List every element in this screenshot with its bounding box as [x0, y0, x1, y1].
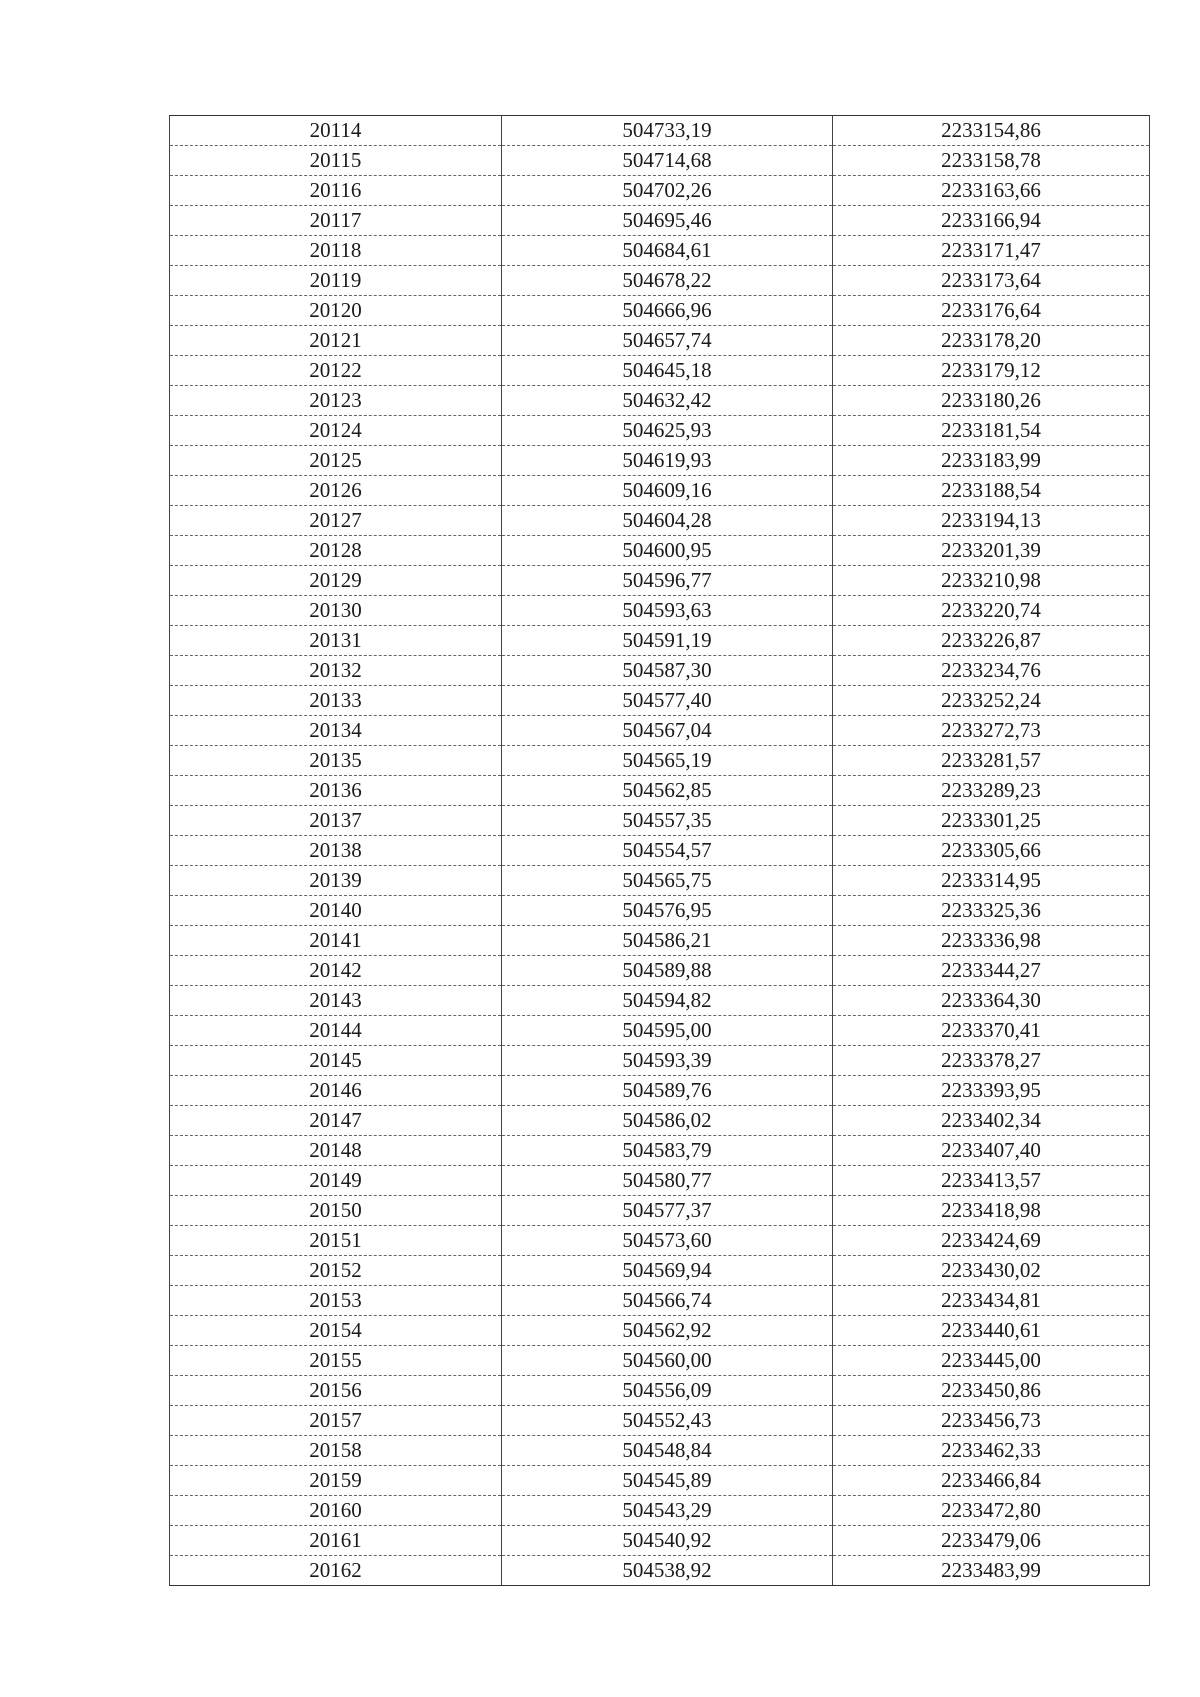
point-number-cell: 20146 [170, 1076, 502, 1106]
x-coordinate-cell: 504609,16 [502, 476, 833, 506]
table-row [170, 266, 1150, 296]
y-coordinate-cell: 2233301,25 [833, 806, 1150, 836]
coordinates-table [169, 115, 1150, 1586]
table-row [170, 176, 1150, 206]
y-coordinate-cell: 2233430,02 [833, 1256, 1150, 1286]
x-coordinate-cell: 504684,61 [502, 236, 833, 266]
table-row [170, 1376, 1150, 1406]
y-coordinate-cell: 2233402,34 [833, 1106, 1150, 1136]
x-coordinate-cell: 504554,57 [502, 836, 833, 866]
y-coordinate-cell: 2233252,24 [833, 686, 1150, 716]
x-coordinate-cell: 504577,40 [502, 686, 833, 716]
table-row [170, 1286, 1150, 1316]
coordinates-table-body [170, 116, 1150, 1586]
y-coordinate-cell: 2233220,74 [833, 596, 1150, 626]
point-number-cell: 20158 [170, 1436, 502, 1466]
table-row [170, 656, 1150, 686]
x-coordinate-cell: 504587,30 [502, 656, 833, 686]
point-number-cell: 20123 [170, 386, 502, 416]
point-number-cell: 20129 [170, 566, 502, 596]
x-coordinate-cell: 504632,42 [502, 386, 833, 416]
y-coordinate-cell: 2233424,69 [833, 1226, 1150, 1256]
point-number-cell: 20122 [170, 356, 502, 386]
table-row [170, 326, 1150, 356]
y-coordinate-cell: 2233370,41 [833, 1016, 1150, 1046]
point-number-cell: 20125 [170, 446, 502, 476]
y-coordinate-cell: 2233201,39 [833, 536, 1150, 566]
table-row [170, 1436, 1150, 1466]
table-row [170, 446, 1150, 476]
x-coordinate-cell: 504566,74 [502, 1286, 833, 1316]
table-row [170, 836, 1150, 866]
point-number-cell: 20135 [170, 746, 502, 776]
point-number-cell: 20162 [170, 1556, 502, 1586]
y-coordinate-cell: 2233166,94 [833, 206, 1150, 236]
y-coordinate-cell: 2233171,47 [833, 236, 1150, 266]
point-number-cell: 20147 [170, 1106, 502, 1136]
table-row [170, 746, 1150, 776]
table-row [170, 1256, 1150, 1286]
y-coordinate-cell: 2233393,95 [833, 1076, 1150, 1106]
x-coordinate-cell: 504586,21 [502, 926, 833, 956]
table-row [170, 1106, 1150, 1136]
y-coordinate-cell: 2233462,33 [833, 1436, 1150, 1466]
y-coordinate-cell: 2233180,26 [833, 386, 1150, 416]
point-number-cell: 20115 [170, 146, 502, 176]
point-number-cell: 20151 [170, 1226, 502, 1256]
point-number-cell: 20120 [170, 296, 502, 326]
point-number-cell: 20119 [170, 266, 502, 296]
y-coordinate-cell: 2233305,66 [833, 836, 1150, 866]
table-row [170, 926, 1150, 956]
x-coordinate-cell: 504573,60 [502, 1226, 833, 1256]
y-coordinate-cell: 2233226,87 [833, 626, 1150, 656]
x-coordinate-cell: 504586,02 [502, 1106, 833, 1136]
table-row [170, 1316, 1150, 1346]
x-coordinate-cell: 504567,04 [502, 716, 833, 746]
x-coordinate-cell: 504678,22 [502, 266, 833, 296]
y-coordinate-cell: 2233407,40 [833, 1136, 1150, 1166]
table-row [170, 596, 1150, 626]
x-coordinate-cell: 504576,95 [502, 896, 833, 926]
x-coordinate-cell: 504577,37 [502, 1196, 833, 1226]
table-row [170, 776, 1150, 806]
x-coordinate-cell: 504562,85 [502, 776, 833, 806]
y-coordinate-cell: 2233450,86 [833, 1376, 1150, 1406]
point-number-cell: 20127 [170, 506, 502, 536]
table-row [170, 206, 1150, 236]
x-coordinate-cell: 504595,00 [502, 1016, 833, 1046]
y-coordinate-cell: 2233434,81 [833, 1286, 1150, 1316]
table-row [170, 1466, 1150, 1496]
x-coordinate-cell: 504593,39 [502, 1046, 833, 1076]
x-coordinate-cell: 504569,94 [502, 1256, 833, 1286]
point-number-cell: 20155 [170, 1346, 502, 1376]
y-coordinate-cell: 2233483,99 [833, 1556, 1150, 1586]
point-number-cell: 20124 [170, 416, 502, 446]
x-coordinate-cell: 504565,19 [502, 746, 833, 776]
y-coordinate-cell: 2233188,54 [833, 476, 1150, 506]
point-number-cell: 20142 [170, 956, 502, 986]
point-number-cell: 20145 [170, 1046, 502, 1076]
table-row [170, 986, 1150, 1016]
y-coordinate-cell: 2233314,95 [833, 866, 1150, 896]
x-coordinate-cell: 504540,92 [502, 1526, 833, 1556]
x-coordinate-cell: 504580,77 [502, 1166, 833, 1196]
x-coordinate-cell: 504702,26 [502, 176, 833, 206]
y-coordinate-cell: 2233178,20 [833, 326, 1150, 356]
table-row [170, 236, 1150, 266]
point-number-cell: 20121 [170, 326, 502, 356]
x-coordinate-cell: 504645,18 [502, 356, 833, 386]
table-row [170, 1046, 1150, 1076]
table-row [170, 1196, 1150, 1226]
y-coordinate-cell: 2233418,98 [833, 1196, 1150, 1226]
point-number-cell: 20148 [170, 1136, 502, 1166]
point-number-cell: 20153 [170, 1286, 502, 1316]
x-coordinate-cell: 504714,68 [502, 146, 833, 176]
point-number-cell: 20137 [170, 806, 502, 836]
x-coordinate-cell: 504543,29 [502, 1496, 833, 1526]
x-coordinate-cell: 504591,19 [502, 626, 833, 656]
table-row [170, 506, 1150, 536]
table-row [170, 1406, 1150, 1436]
y-coordinate-cell: 2233445,00 [833, 1346, 1150, 1376]
table-row [170, 476, 1150, 506]
x-coordinate-cell: 504548,84 [502, 1436, 833, 1466]
point-number-cell: 20138 [170, 836, 502, 866]
x-coordinate-cell: 504733,19 [502, 116, 833, 146]
y-coordinate-cell: 2233183,99 [833, 446, 1150, 476]
point-number-cell: 20131 [170, 626, 502, 656]
y-coordinate-cell: 2233158,78 [833, 146, 1150, 176]
table-row [170, 716, 1150, 746]
point-number-cell: 20136 [170, 776, 502, 806]
x-coordinate-cell: 504589,76 [502, 1076, 833, 1106]
x-coordinate-cell: 504583,79 [502, 1136, 833, 1166]
table-row [170, 416, 1150, 446]
point-number-cell: 20144 [170, 1016, 502, 1046]
point-number-cell: 20140 [170, 896, 502, 926]
point-number-cell: 20114 [170, 116, 502, 146]
y-coordinate-cell: 2233336,98 [833, 926, 1150, 956]
y-coordinate-cell: 2233181,54 [833, 416, 1150, 446]
y-coordinate-cell: 2233378,27 [833, 1046, 1150, 1076]
x-coordinate-cell: 504594,82 [502, 986, 833, 1016]
point-number-cell: 20128 [170, 536, 502, 566]
table-row [170, 146, 1150, 176]
table-row [170, 386, 1150, 416]
table-row [170, 296, 1150, 326]
point-number-cell: 20117 [170, 206, 502, 236]
y-coordinate-cell: 2233472,80 [833, 1496, 1150, 1526]
x-coordinate-cell: 504666,96 [502, 296, 833, 326]
y-coordinate-cell: 2233272,73 [833, 716, 1150, 746]
y-coordinate-cell: 2233163,66 [833, 176, 1150, 206]
x-coordinate-cell: 504557,35 [502, 806, 833, 836]
x-coordinate-cell: 504657,74 [502, 326, 833, 356]
point-number-cell: 20133 [170, 686, 502, 716]
point-number-cell: 20161 [170, 1526, 502, 1556]
y-coordinate-cell: 2233344,27 [833, 956, 1150, 986]
table-row [170, 956, 1150, 986]
point-number-cell: 20160 [170, 1496, 502, 1526]
y-coordinate-cell: 2233176,64 [833, 296, 1150, 326]
x-coordinate-cell: 504589,88 [502, 956, 833, 986]
point-number-cell: 20143 [170, 986, 502, 1016]
table-row [170, 1346, 1150, 1376]
x-coordinate-cell: 504600,95 [502, 536, 833, 566]
point-number-cell: 20118 [170, 236, 502, 266]
x-coordinate-cell: 504538,92 [502, 1556, 833, 1586]
y-coordinate-cell: 2233479,06 [833, 1526, 1150, 1556]
point-number-cell: 20150 [170, 1196, 502, 1226]
y-coordinate-cell: 2233325,36 [833, 896, 1150, 926]
table-row [170, 626, 1150, 656]
y-coordinate-cell: 2233289,23 [833, 776, 1150, 806]
point-number-cell: 20134 [170, 716, 502, 746]
y-coordinate-cell: 2233281,57 [833, 746, 1150, 776]
x-coordinate-cell: 504562,92 [502, 1316, 833, 1346]
x-coordinate-cell: 504593,63 [502, 596, 833, 626]
y-coordinate-cell: 2233194,13 [833, 506, 1150, 536]
y-coordinate-cell: 2233440,61 [833, 1316, 1150, 1346]
table-row [170, 686, 1150, 716]
table-row [170, 356, 1150, 386]
y-coordinate-cell: 2233179,12 [833, 356, 1150, 386]
x-coordinate-cell: 504596,77 [502, 566, 833, 596]
y-coordinate-cell: 2233364,30 [833, 986, 1150, 1016]
x-coordinate-cell: 504545,89 [502, 1466, 833, 1496]
point-number-cell: 20154 [170, 1316, 502, 1346]
point-number-cell: 20116 [170, 176, 502, 206]
x-coordinate-cell: 504625,93 [502, 416, 833, 446]
y-coordinate-cell: 2233173,64 [833, 266, 1150, 296]
table-row [170, 1526, 1150, 1556]
table-row [170, 1136, 1150, 1166]
table-row [170, 1226, 1150, 1256]
y-coordinate-cell: 2233456,73 [833, 1406, 1150, 1436]
table-row [170, 566, 1150, 596]
table-row [170, 1076, 1150, 1106]
table-row [170, 1496, 1150, 1526]
table-row [170, 116, 1150, 146]
table-row [170, 536, 1150, 566]
y-coordinate-cell: 2233154,86 [833, 116, 1150, 146]
table-row [170, 806, 1150, 836]
point-number-cell: 20149 [170, 1166, 502, 1196]
point-number-cell: 20139 [170, 866, 502, 896]
y-coordinate-cell: 2233210,98 [833, 566, 1150, 596]
point-number-cell: 20141 [170, 926, 502, 956]
point-number-cell: 20152 [170, 1256, 502, 1286]
point-number-cell: 20159 [170, 1466, 502, 1496]
point-number-cell: 20157 [170, 1406, 502, 1436]
x-coordinate-cell: 504604,28 [502, 506, 833, 536]
point-number-cell: 20126 [170, 476, 502, 506]
x-coordinate-cell: 504695,46 [502, 206, 833, 236]
point-number-cell: 20156 [170, 1376, 502, 1406]
table-row [170, 896, 1150, 926]
table-row [170, 1016, 1150, 1046]
y-coordinate-cell: 2233234,76 [833, 656, 1150, 686]
x-coordinate-cell: 504560,00 [502, 1346, 833, 1376]
point-number-cell: 20130 [170, 596, 502, 626]
x-coordinate-cell: 504552,43 [502, 1406, 833, 1436]
x-coordinate-cell: 504565,75 [502, 866, 833, 896]
y-coordinate-cell: 2233466,84 [833, 1466, 1150, 1496]
table-row [170, 866, 1150, 896]
x-coordinate-cell: 504556,09 [502, 1376, 833, 1406]
y-coordinate-cell: 2233413,57 [833, 1166, 1150, 1196]
x-coordinate-cell: 504619,93 [502, 446, 833, 476]
table-row [170, 1166, 1150, 1196]
table-row [170, 1556, 1150, 1586]
point-number-cell: 20132 [170, 656, 502, 686]
